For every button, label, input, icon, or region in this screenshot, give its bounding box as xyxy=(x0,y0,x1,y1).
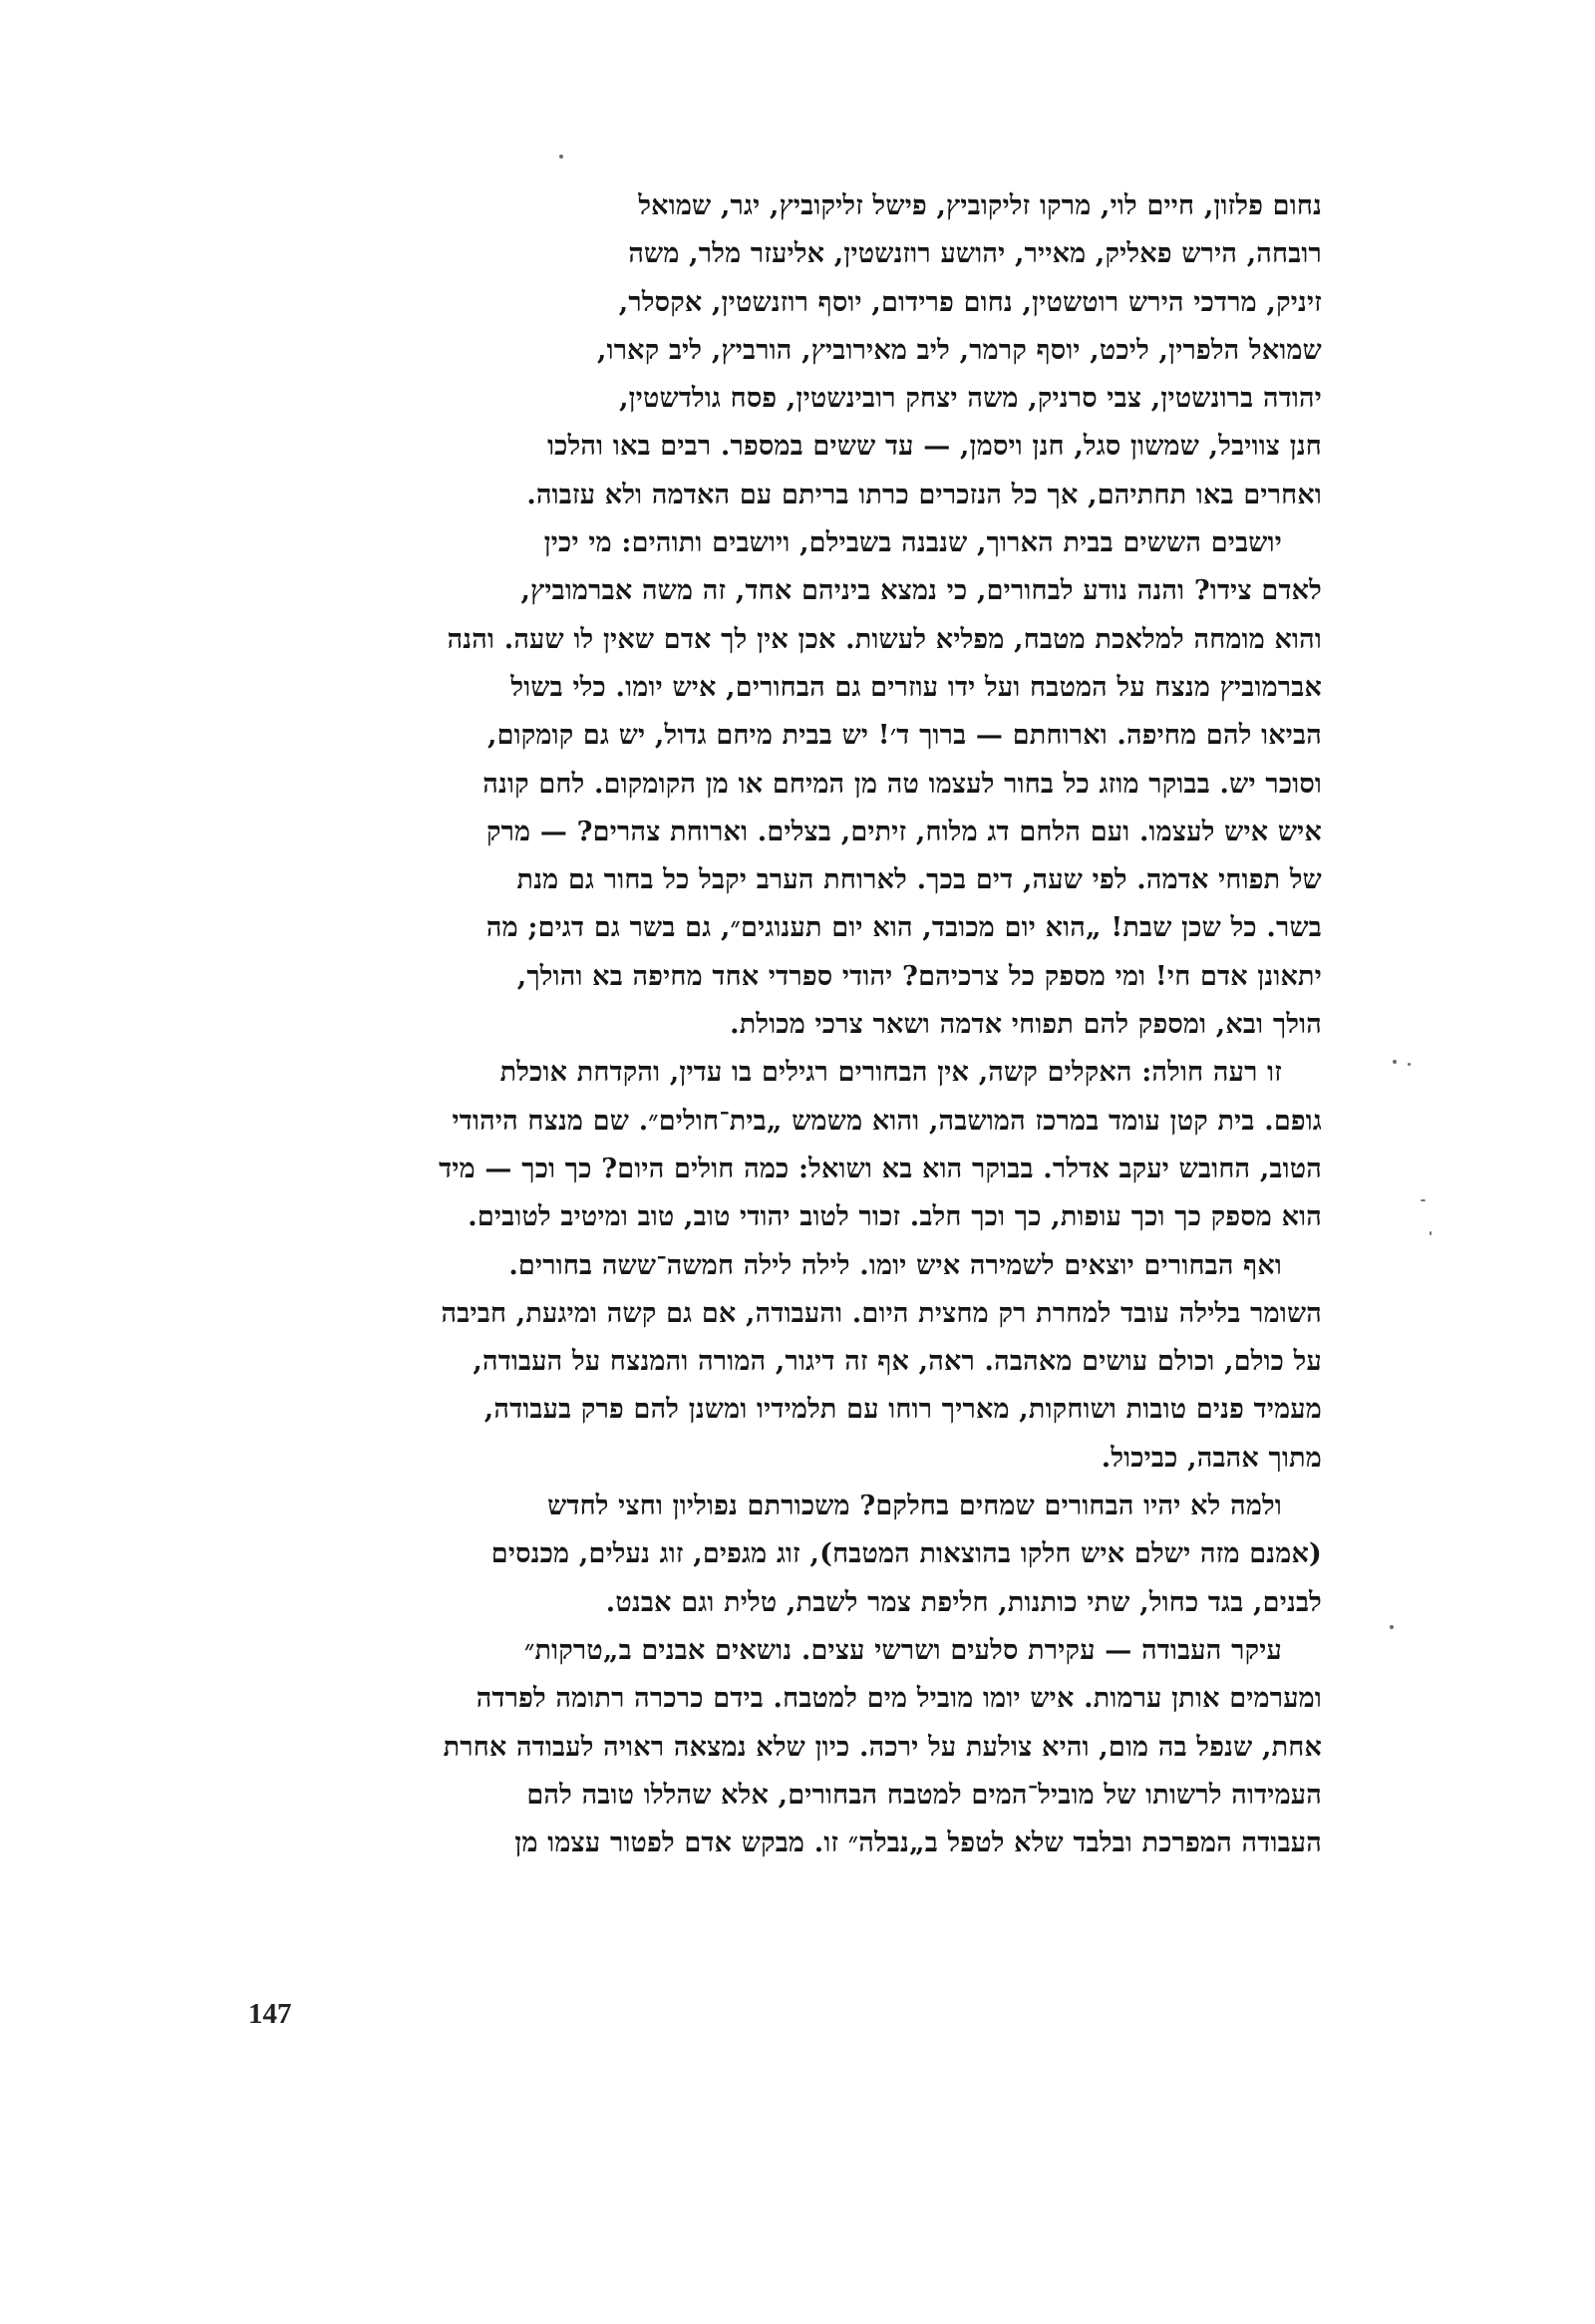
paragraph-1: נחום פלזון, חיים לוי, מרקו זליקוביץ, פישל זליקוביץ, יגר, שמואל רובחה, הירש פאליק, מאייר, יהושע רוזנשטין, אליעזר מלר, משה זיניק, מרדכי הירש רוטשטין, נחום פרידום, יוסף רוזנשטין, אקסלר, שמואל הלפרין, ליכט, יוסף קרמר, ליב מאירוביץ, הורביץ, ליב קארו, יהודה ברונשטין, צבי סרניק, משה יצחק רובינשטין, פסח גולדשטין, חנן צוויבל, שמשון סגל, חנן ויסמן, — עד ששים במספר. רבים באו והלכו ואחרים באו תחתיהם, אך כל הנזכרים כרתו בריתם עם האדמה ולא עזבוה. xyxy=(526,190,1322,510)
scan-speck xyxy=(1430,1231,1432,1235)
body-text xyxy=(249,182,1322,1867)
paragraph-5: ולמה לא יהיו הבחורים שמחים בחלקם? משכורתם נפוליון וחצי לחדש (אמנם מזה ישלם איש חלקו בהוצאות המטבח), זוג מגפים, זוג נעלים, מכנסים לבנים, בגד כחול, שתי כותנות, חליפת צמר לשבת, טלית וגם אבנט. xyxy=(490,1491,1322,1618)
scan-speck xyxy=(1408,1063,1411,1066)
paragraph-3: זו רעה חולה: האקלים קשה, אין הבחורים רגילים בו עדין, והקדחת אוכלת גופם. בית קטן עומד במרכז המושבה, והוא משמש „בית־חולים״. שם מנצח היהודי הטוב, החובש יעקב אדלר. בבוקר הוא בא ושואל: כמה חולים היום? כך וכך — מיד הוא מספק כך וכך עופות, כך וכך חלב. זכור לטוב יהודי טוב, טוב ומיטיב לטובים. xyxy=(439,1057,1322,1233)
page-number: 147 xyxy=(248,1998,292,2030)
scan-speck xyxy=(559,155,563,159)
paragraph-2: יושבים הששים בבית הארוך, שנבנה בשבילם, ויושבים ותוהים: מי יכין לאדם צידו? והנה נודע לבחורים, כי נמצא ביניהם אחד, זה משה אברמוביץ, והוא מומחה למלאכת מטבח, מפליא לעשות. אכן אין לך אדם שאין לו שעה. והנה אברמוביץ מנצח על המטבח ועל ידו עוזרים גם הבחורים, איש יומו. כלי בשול הביאו להם מחיפה. וארוחתם — ברוך ד׳! יש בבית מיחם גדול, יש גם קומקום, וסוכר יש. בבוקר מוזג כל בחור לעצמו טה מן המיחם או מן הקומקום. לחם קונה איש איש לעצמו. ועם הלחם דג מלוח, זיתים, בצלים. וארוחת צהרים? — מרק של תפוחי אדמה. לפי שעה, דים בכך. לארוחת הערב יקבל כל בחור גם מנת בשר. כל שכן שבת! „הוא יום מכובד, הוא יום תענוגים״, גם בשר גם דגים; מה יתאונן אדם חי! ומי מספק כל צרכיהם? יהודי ספרדי אחד מחיפה בא והולך, הולך ובא, ומספק להם תפוחי אדמה ושאר צרכי מכולת. xyxy=(447,527,1322,1041)
paragraph-6: עיקר העבודה — עקירת סלעים ושרשי עצים. נושאים אבנים ב„טרקות״ ומערמים אותן ערמות. איש יומו מוביל מים למטבח. בידם כרכרה רתומה לפרדה אחת, שנפל בה מום, והיא צולעת על ירכה. כיון שלא נמצאה ראויה לעבודה אחרת העמידוה לרשותו של מוביל־המים למטבח הבחורים, אלא שהללו טובה להם העבודה המפרכת ובלבד שלא לטפל ב„נבלה״ זו. מבקש אדם לפטור עצמו מן xyxy=(443,1634,1322,1859)
scan-speck xyxy=(1393,1060,1397,1064)
scan-speck xyxy=(1421,1199,1426,1201)
scan-speck xyxy=(1390,1625,1394,1629)
paragraph-4: ואף הבחורים יוצאים לשמירה איש יומו. לילה לילה חמשה־ששה בחורים. השומר בלילה עובד למחרת רק מחצית היום. והעבודה, אם גם קשה ומיגעת, חביבה על כולם, וכולם עושים מאהבה. ראה, אף זה דיגור, המורה והמנצח על העבודה, מעמיד פנים טובות ושוחקות, מאריך רוחו עם תלמידיו ומשנן להם פרק בעבודה, מתוך אהבה, כביכול. xyxy=(441,1249,1322,1474)
